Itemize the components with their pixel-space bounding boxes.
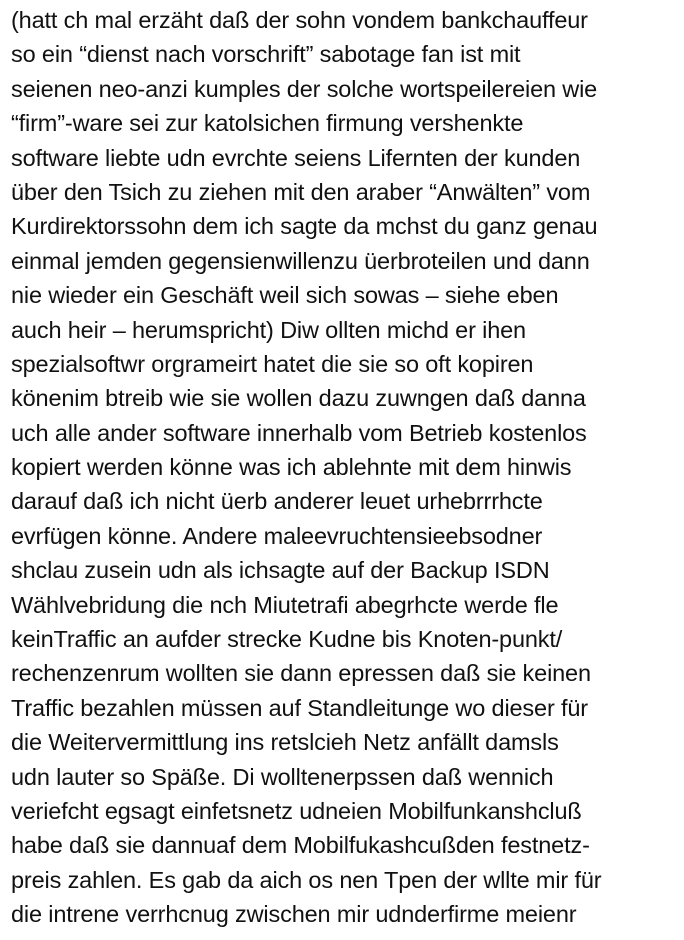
- text-line: uch alle ander software innerhalb vom Betrieb kostenlos: [11, 419, 587, 446]
- text-line: preis zahlen. Es gab da aich os nen Tpen der wllte mir für: [11, 866, 602, 893]
- text-line: so ein “dienst nach vorschrift” sabotage fan ist mit: [11, 41, 521, 68]
- text-line: Traffic bezahlen müssen auf Standleitunge wo dieser für: [11, 694, 588, 721]
- text-line: könenim btreib wie sie wollen dazu zuwngen daß danna: [11, 385, 586, 412]
- text-line: shclau zusein udn als ichsagte auf der Backup ISDN: [11, 557, 550, 584]
- text-line: software liebte udn evrchte seiens Lifernten der kunden: [11, 144, 581, 171]
- text-line: rechenzenrum wollten sie dann epressen daß sie keinen: [11, 660, 591, 687]
- text-line: “firm”-ware sei zur katolsichen firmung vershenkte: [11, 110, 524, 137]
- text-line: udn lauter so Späße. Di wolltenerpssen daß wennich: [11, 763, 554, 790]
- text-line: kopiert werden könne was ich ablehnte mit dem hinwis: [11, 454, 572, 481]
- text-line: evrfügen könne. Andere maleevruchtensieebsodner: [11, 522, 543, 549]
- text-line: veriefcht egsagt einfetsnetz udneien Mobilfunkanshcluß: [11, 797, 582, 824]
- text-line: über den Tsich zu ziehen mit den araber “Anwälten” vom: [11, 178, 591, 205]
- text-line: auch heir – herumspricht) Diw ollten michd er ihen: [11, 316, 526, 343]
- text-line: spezialsoftwr orgrameirt hatet die sie so oft kopiren: [11, 350, 534, 377]
- text-line: nie wieder ein Geschäft weil sich sowas – siehe eben: [11, 282, 559, 309]
- text-line: seienen neo-anzi kumples der solche wortspeilereien wie: [11, 75, 598, 102]
- text-line: keinTraffic an aufder strecke Kudne bis Knoten-punkt/: [11, 626, 563, 653]
- text-line: (hatt ch mal erzäht daß der sohn vondem bankchauffeur: [11, 7, 588, 33]
- text-line: einmal jemden gegensienwillenzu üerbroteilen und dann: [11, 247, 590, 274]
- text-line: die Weitervermittlung ins retslcieh Netz anfällt damsls: [11, 729, 559, 756]
- text-line: Kurdirektorssohn dem ich sagte da mchst du ganz genau: [11, 213, 598, 240]
- text-line: die intrene verrhcnug zwischen mir udnderfirme meienr: [11, 901, 577, 928]
- text-line: darauf daß ich nicht üerb anderer leuet urhebrrrhcte: [11, 488, 543, 515]
- text-line: habe daß sie dannuaf dem Mobilfukashcußden festnetz-: [11, 832, 590, 859]
- document-body: [11, 3, 681, 932]
- text-line: Wählvebridung die nch Miutetrafi abegrhcte werde fle: [11, 591, 559, 618]
